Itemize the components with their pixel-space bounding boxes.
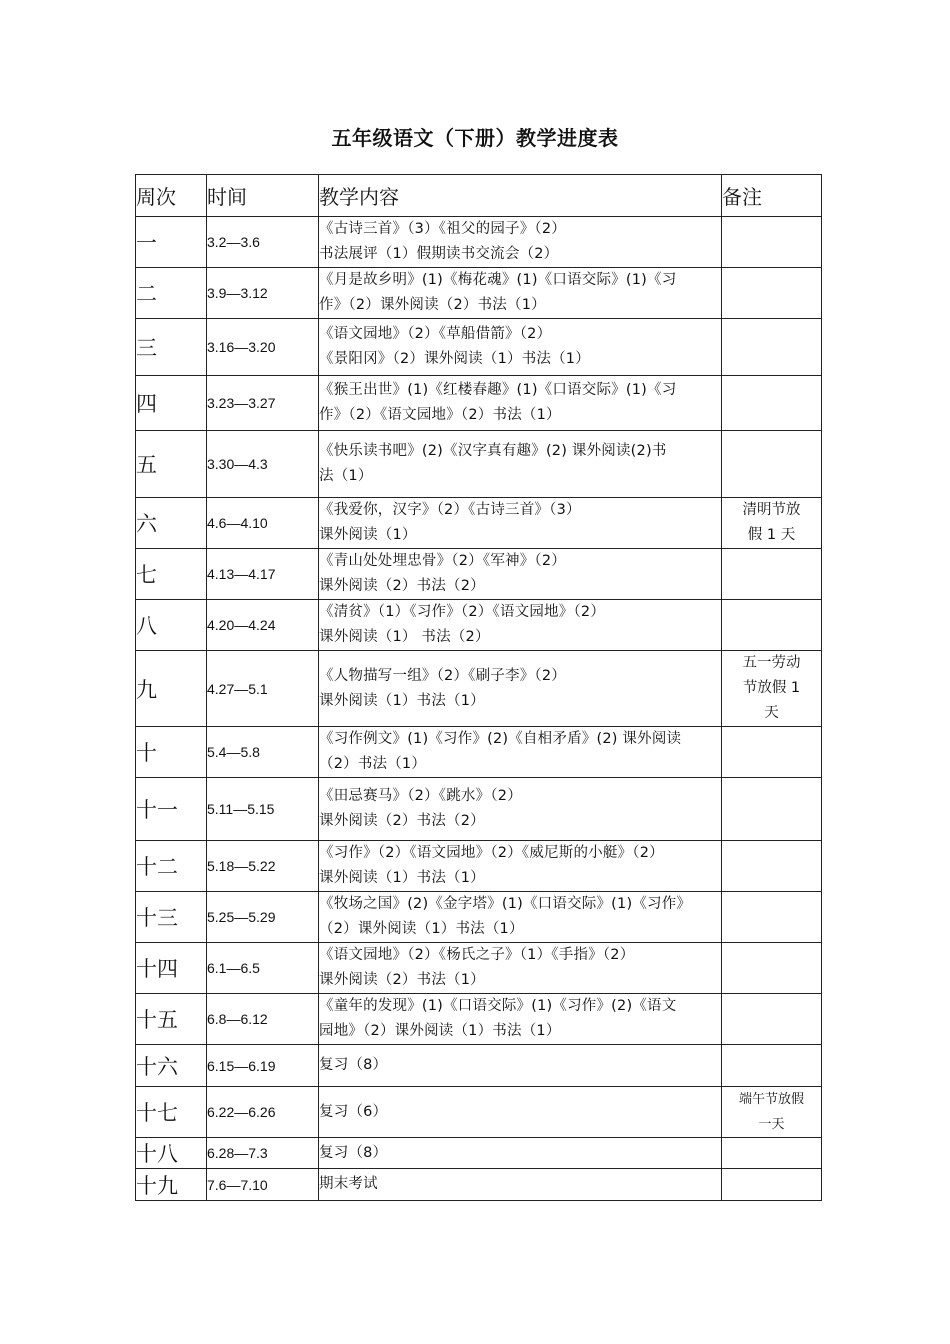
note-cell xyxy=(722,319,822,376)
table-row xyxy=(136,1087,822,1138)
content-cell xyxy=(319,600,722,651)
header-time: 时间 xyxy=(207,175,319,217)
time-cell: 3.2—3.6 xyxy=(207,217,319,268)
note-cell xyxy=(722,498,822,549)
time-cell: 6.15—6.19 xyxy=(207,1045,319,1087)
week-cell: 七 xyxy=(136,549,207,600)
time-cell: 5.4—5.8 xyxy=(207,727,319,778)
content-line: 《景阳冈》（2）课外阅读（1）书法（1） xyxy=(319,351,590,367)
note-line: 清明节放 xyxy=(742,502,801,518)
week-cell: 十六 xyxy=(136,1045,207,1087)
table-row xyxy=(136,1045,822,1087)
content-line: 课外阅读（2）书法（2） xyxy=(319,813,485,829)
note-cell xyxy=(722,841,822,892)
week-cell: 九 xyxy=(136,651,207,727)
content-cell xyxy=(319,1045,722,1087)
note-line: 假 1 天 xyxy=(747,527,796,543)
content-line: 《青山处处埋忠骨》（2）《军神》（2） xyxy=(319,553,566,569)
content-line: 《牧场之国》(2)《金字塔》(1)《口语交际》(1)《习作》 xyxy=(319,896,692,912)
time-cell: 6.22—6.26 xyxy=(207,1087,319,1138)
note-cell xyxy=(722,727,822,778)
table-row xyxy=(136,727,822,778)
week-cell: 十 xyxy=(136,727,207,778)
content-cell xyxy=(319,943,722,994)
time-cell: 5.11—5.15 xyxy=(207,778,319,841)
table-row xyxy=(136,376,822,431)
content-line: 课外阅读（1）书法（1） xyxy=(319,870,485,886)
content-line: 课外阅读（1） xyxy=(319,527,417,543)
note-cell xyxy=(722,268,822,319)
table-row xyxy=(136,217,822,268)
content-cell xyxy=(319,319,722,376)
header-week: 周次 xyxy=(136,175,207,217)
week-cell: 三 xyxy=(136,319,207,376)
time-cell: 6.28—7.3 xyxy=(207,1138,319,1169)
week-cell: 十一 xyxy=(136,778,207,841)
content-cell xyxy=(319,268,722,319)
time-cell: 4.27—5.1 xyxy=(207,651,319,727)
week-cell: 十五 xyxy=(136,994,207,1045)
note-cell xyxy=(722,994,822,1045)
week-cell: 六 xyxy=(136,498,207,549)
table-row xyxy=(136,994,822,1045)
table-row xyxy=(136,651,822,727)
table-row xyxy=(136,892,822,943)
note-line: 端午节放假 xyxy=(738,1092,804,1107)
week-cell: 十八 xyxy=(136,1138,207,1169)
time-cell: 4.13—4.17 xyxy=(207,549,319,600)
content-line: 《语文园地》（2）《杨氏之子》（1）《手指》（2） xyxy=(319,947,635,963)
page-title: 五年级语文（下册）教学进度表 xyxy=(331,126,619,150)
time-cell: 5.18—5.22 xyxy=(207,841,319,892)
table-row xyxy=(136,841,822,892)
note-cell xyxy=(722,217,822,268)
table-row xyxy=(136,1169,822,1201)
content-line: 法（1） xyxy=(319,468,373,484)
note-cell xyxy=(722,376,822,431)
week-cell: 十七 xyxy=(136,1087,207,1138)
header-content: 教学内容 xyxy=(319,175,722,217)
table-row xyxy=(136,319,822,376)
content-line: 复习（6） xyxy=(319,1103,388,1120)
header-row xyxy=(136,175,822,217)
week-cell: 十四 xyxy=(136,943,207,994)
content-line: 书法展评（1）假期读书交流会（2） xyxy=(319,246,559,262)
header-note: 备注 xyxy=(722,175,822,217)
time-cell: 5.25—5.29 xyxy=(207,892,319,943)
content-line: 《我爱你，汉字》（2）《古诗三首》（3） xyxy=(319,502,581,518)
content-line: 《习作例文》(1)《习作》(2)《自相矛盾》(2) 课外阅读 xyxy=(319,731,682,747)
time-cell: 4.20—4.24 xyxy=(207,600,319,651)
content-cell xyxy=(319,892,722,943)
content-line: 《语文园地》（2）《草船借箭》（2） xyxy=(319,326,552,342)
content-cell xyxy=(319,1138,722,1169)
time-cell: 3.16—3.20 xyxy=(207,319,319,376)
content-line: 复习（8） xyxy=(319,1057,388,1073)
content-cell xyxy=(319,727,722,778)
content-cell xyxy=(319,841,722,892)
content-cell xyxy=(319,498,722,549)
note-cell xyxy=(722,778,822,841)
content-line: 《人物描写一组》（2）《刷子李》（2） xyxy=(319,667,566,684)
content-line: 《童年的发现》(1)《口语交际》(1)《习作》(2)《语文 xyxy=(319,998,677,1014)
week-cell: 八 xyxy=(136,600,207,651)
table-row xyxy=(136,943,822,994)
content-line: 作》（2）课外阅读（2）书法（1） xyxy=(319,297,546,313)
content-cell xyxy=(319,651,722,727)
content-line: 期末考试 xyxy=(319,1176,378,1192)
content-line: 《月是故乡明》(1)《梅花魂》(1)《口语交际》(1)《习 xyxy=(319,272,677,288)
week-cell: 一 xyxy=(136,217,207,268)
time-cell: 6.8—6.12 xyxy=(207,994,319,1045)
content-line: 复习（8） xyxy=(319,1144,388,1161)
content-cell xyxy=(319,778,722,841)
week-cell: 二 xyxy=(136,268,207,319)
content-cell xyxy=(319,1169,722,1201)
week-cell: 四 xyxy=(136,376,207,431)
note-cell xyxy=(722,892,822,943)
time-cell: 6.1—6.5 xyxy=(207,943,319,994)
content-line: 《古诗三首》（3）《祖父的园子》（2） xyxy=(319,221,566,237)
note-line: 五一劳动 xyxy=(742,655,801,671)
note-cell xyxy=(722,1169,822,1201)
content-line: 《猴王出世》(1)《红楼春趣》(1)《口语交际》(1)《习 xyxy=(319,382,677,398)
content-cell xyxy=(319,1087,722,1138)
table-row xyxy=(136,431,822,498)
note-line: 天 xyxy=(764,705,779,721)
week-cell: 十九 xyxy=(136,1169,207,1201)
content-line: 课外阅读（1）书法（1） xyxy=(319,692,485,709)
note-cell xyxy=(722,943,822,994)
note-cell xyxy=(722,1087,822,1138)
time-cell: 4.6—4.10 xyxy=(207,498,319,549)
note-cell xyxy=(722,1045,822,1087)
content-line: 《快乐读书吧》(2)《汉字真有趣》(2) 课外阅读(2)书 xyxy=(319,443,667,459)
note-cell xyxy=(722,431,822,498)
week-cell: 五 xyxy=(136,431,207,498)
content-cell xyxy=(319,431,722,498)
time-cell: 7.6—7.10 xyxy=(207,1169,319,1201)
table-row xyxy=(136,600,822,651)
content-line: 作》（2）《语文园地》（2）书法（1） xyxy=(319,407,561,423)
note-cell xyxy=(722,651,822,727)
content-cell xyxy=(319,994,722,1045)
content-line: 《田忌赛马》（2）《跳水》（2） xyxy=(319,788,522,804)
table-row xyxy=(136,268,822,319)
content-line: 课外阅读（2）书法（1） xyxy=(319,972,485,988)
note-line: 节放假 1 xyxy=(742,680,801,696)
table-row xyxy=(136,1138,822,1169)
note-cell xyxy=(722,1138,822,1169)
table-row xyxy=(136,778,822,841)
content-cell xyxy=(319,376,722,431)
schedule-table xyxy=(135,174,822,1201)
content-line: 课外阅读（1） 书法（2） xyxy=(319,629,490,645)
time-cell: 3.30—4.3 xyxy=(207,431,319,498)
week-cell: 十三 xyxy=(136,892,207,943)
note-cell xyxy=(722,600,822,651)
table-row xyxy=(136,498,822,549)
time-cell: 3.23—3.27 xyxy=(207,376,319,431)
content-line: 《习作》（2）《语文园地》（2）《威尼斯的小艇》（2） xyxy=(319,845,664,861)
week-cell: 十二 xyxy=(136,841,207,892)
content-line: 《清贫》（1）《习作》（2）《语文园地》（2） xyxy=(319,604,606,620)
note-cell xyxy=(722,549,822,600)
content-line: （2）课外阅读（1）书法（1） xyxy=(319,921,524,937)
content-cell xyxy=(319,549,722,600)
content-cell xyxy=(319,217,722,268)
content-line: （2）书法（1） xyxy=(319,756,427,772)
time-cell: 3.9—3.12 xyxy=(207,268,319,319)
table-row xyxy=(136,549,822,600)
content-line: 课外阅读（2）书法（2） xyxy=(319,578,485,594)
content-line: 园地》（2）课外阅读（1）书法（1） xyxy=(319,1023,561,1039)
note-line: 一天 xyxy=(758,1117,785,1132)
